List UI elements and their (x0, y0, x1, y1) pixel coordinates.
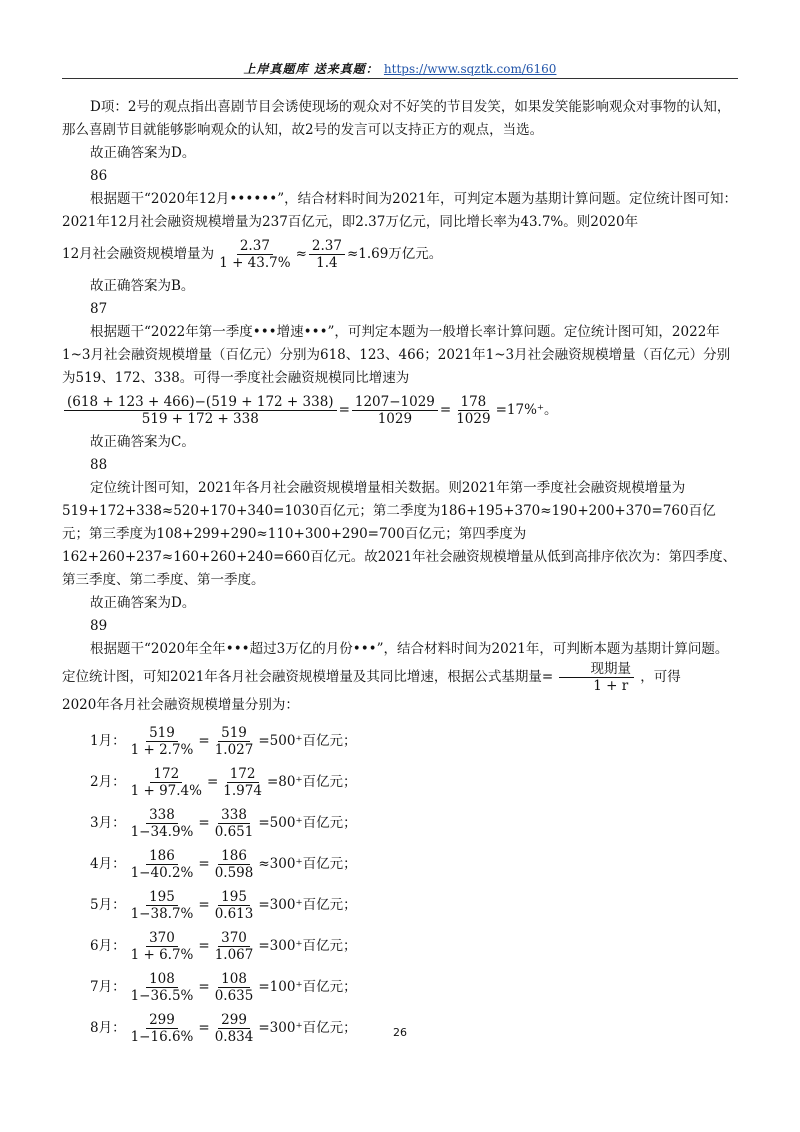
month-calculation-row: 5月： $\frac{195}{1-38.7\%}$ = $\frac{195}{0.613}$ = 300⁺百亿元； (90, 889, 357, 922)
fraction: $\frac{178}{1029}$ (456, 394, 491, 427)
page-header (0, 60, 800, 77)
question-number-87: 87 (90, 301, 108, 317)
fraction: $\frac{172}{1 + 97.4\%}$ (130, 766, 202, 799)
fraction: $\frac{338}{0.651}$ (214, 807, 254, 840)
month-calculation-row: 6月： $\frac{370}{1 + 6.7\%}$ = $\frac{370}{1.067}$ = 300⁺百亿元； (90, 930, 357, 963)
fraction: $\frac{299}{1-16.6\%}$ (130, 1012, 194, 1045)
question-number-86: 86 (90, 168, 108, 184)
formula-q87: $\frac{(618 + 123 + 466)-(519 + 172 + 338)}{519 + 172 + 338}$ = $\frac{1207-1029}{1029}$ = $\frac{178}{1029}$ =17%⁺。 (62, 394, 738, 427)
fraction: $\frac{186}{1-40.2\%}$ (130, 848, 194, 881)
fraction: $\frac{108}{0.635}$ (214, 971, 254, 1004)
month-calculation-row: 8月： $\frac{299}{1-16.6\%}$ = $\frac{299}{0.834}$ = 300⁺百亿元； (90, 1012, 357, 1045)
fraction: $\frac{519}{1.027}$ (214, 725, 254, 758)
paragraph-q89: 根据题干“2020年全年•••超过3万亿的月份•••”，结合材料时间为2021年，可判断本题为基期计算问题。定位统计图，可知2021年各月社会融资规模增量及其同比增速，根据公式基期量= $\frac{\text{现期量}}{1 + r}$ ，可得 (62, 641, 729, 694)
header-rule (62, 78, 738, 79)
fraction: $\frac{519}{1 + 2.7\%}$ (130, 725, 194, 758)
answer-87: 故正确答案为C。 (90, 434, 195, 450)
header-brand: 上岸真题库 送来真题： (243, 62, 379, 76)
paragraph-d-option: D项：2号的观点指出喜剧节目会诱使现场的观众对不好笑的节目发笑，如果发笑能影响观众对事物的认知，那么喜剧节目就能够影响观众的认知，故2号的发言可以支持正方的观点，当选。 (62, 99, 731, 138)
question-number-88: 88 (90, 457, 108, 473)
fraction: $\frac{(618 + 123 + 466)-(519 + 172 + 338)}{519 + 172 + 338}$ (64, 394, 337, 427)
answer-86: 故正确答案为B。 (90, 278, 195, 294)
month-calculation-row: 2月： $\frac{172}{1 + 97.4\%}$ = $\frac{172}{1.974}$ = 80⁺百亿元； (90, 766, 357, 799)
paragraph-q88: 定位统计图可知，2021年各月社会融资规模增量相关数据。则2021年第一季度社会融资规模增量为519+172+338≈520+170+340=1030百亿元；第二季度为186+195+370≈190+200+370=760百亿元；第三季度为108+299+290≈110+300+290=700百亿元；第四季度为162+260+237≈160+260+240=660百亿元。故2021年社会融资规模增量从低到高排序依次为：第四季度、第三季度、第二季度、第一季度。 (62, 480, 737, 588)
answer-88: 故正确答案为D。 (90, 595, 196, 611)
fraction: $\frac{2.37}{1.4}$ (309, 238, 345, 271)
fraction: $\frac{370}{1 + 6.7\%}$ (130, 930, 194, 963)
fraction: $\frac{299}{0.834}$ (214, 1012, 254, 1045)
paragraph-q89-intro: 2020年各月社会融资规模增量分别为： (62, 697, 299, 713)
month-calculation-row: 1月： $\frac{519}{1 + 2.7\%}$ = $\frac{519}{1.027}$ = 500⁺百亿元； (90, 725, 357, 758)
fraction: $\frac{\text{现期量}}{1 + r}$ (559, 661, 634, 694)
paragraph-q87: 根据题干“2022年第一季度•••增速•••”，可判定本题为一般增长率计算问题。定位统计图可知，2022年1~3月社会融资规模增量（百亿元）分别为618、123、466；2021年1~3月社会融资规模增量（百亿元）分别为519、172、338。可得一季度社会融资规模同比增速为 (62, 324, 731, 386)
month-calculation-row: 4月： $\frac{186}{1-40.2\%}$ = $\frac{186}{0.598}$ ≈ 300⁺百亿元； (90, 848, 357, 881)
fraction: $\frac{108}{1-36.5\%}$ (130, 971, 194, 1004)
answer-85: 故正确答案为D。 (90, 145, 196, 161)
question-number-89: 89 (90, 618, 108, 634)
fraction: $\frac{195}{0.613}$ (214, 889, 254, 922)
fraction: $\frac{172}{1.974}$ (223, 766, 262, 799)
fraction: $\frac{186}{0.598}$ (214, 848, 254, 881)
month-calculation-row: 3月： $\frac{338}{1-34.9\%}$ = $\frac{338}{0.651}$ = 500⁺百亿元； (90, 807, 357, 840)
paragraph-q86: 根据题干“2020年12月••••••”，结合材料时间为2021年，可判定本题为基期计算问题。定位统计图可知：2021年12月社会融资规模增量为237百亿元，即2.37万亿元，同比增长率为43.7%。则2020年 (62, 191, 737, 230)
fraction: $\frac{1207-1029}{1029}$ (352, 394, 438, 427)
page-number: 26 (393, 1026, 407, 1039)
fraction: $\frac{338}{1-34.9\%}$ (130, 807, 194, 840)
fraction: $\frac{195}{1-38.7\%}$ (130, 889, 194, 922)
fraction: $\frac{2.37}{1 + 43.7\%}$ (219, 238, 291, 271)
formula-q86: 12月社会融资规模增量为 $\frac{2.37}{1 + 43.7\%}$ ≈ $\frac{2.37}{1.4}$ ≈1.69万亿元。 (62, 238, 443, 271)
header-url-link[interactable]: https://www.sqztk.com/6160 (383, 62, 557, 76)
document-body (62, 96, 738, 1053)
month-calculations (62, 725, 738, 1045)
month-calculation-row: 7月： $\frac{108}{1-36.5\%}$ = $\frac{108}{0.635}$ = 100⁺百亿元； (90, 971, 357, 1004)
fraction: $\frac{370}{1.067}$ (214, 930, 254, 963)
